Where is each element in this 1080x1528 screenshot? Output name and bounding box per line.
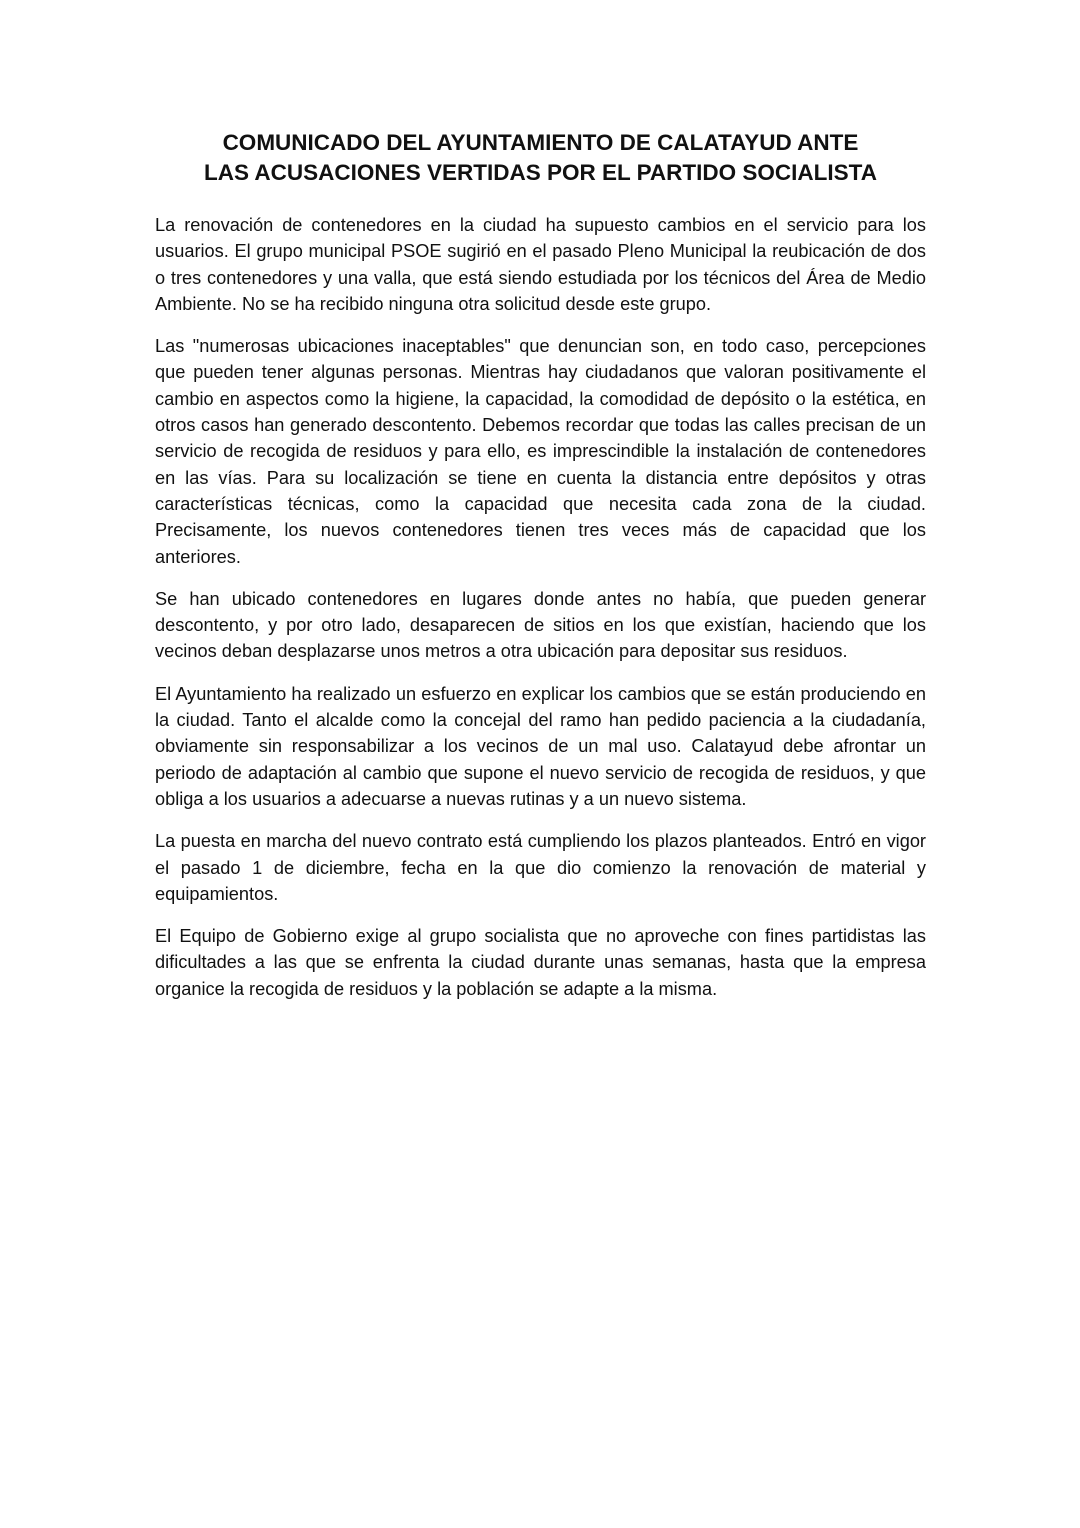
document-body xyxy=(155,128,926,1018)
paragraph-5: La puesta en marcha del nuevo contrato está cumpliendo los plazos planteados. Entró en vigor el pasado 1 de diciembre, fecha en la que dio comienzo la renovación de material y equipamientos. xyxy=(155,831,926,904)
paragraph-1: La renovación de contenedores en la ciudad ha supuesto cambios en el servicio para los usuarios. El grupo municipal PSOE sugirió en el pasado Pleno Municipal la reubicación de dos o tres contenedores y una valla, que está siendo estudiada por los técnicos del Área de Medio Ambiente. No se ha recibido ninguna otra solicitud desde este grupo. xyxy=(155,215,926,314)
paragraph-4: El Ayuntamiento ha realizado un esfuerzo en explicar los cambios que se están produciendo en la ciudad. Tanto el alcalde como la concejal del ramo han pedido paciencia a la ciudadanía, obviamente sin responsabilizar a los vecinos de un mal uso. Calatayud debe afrontar un periodo de adaptación al cambio que supone el nuevo servicio de recogida de residuos, y que obliga a los usuarios a adecuarse a nuevas rutinas y a un nuevo sistema. xyxy=(155,683,926,809)
paragraph-2: Las "numerosas ubicaciones inaceptables" que denuncian son, en todo caso, percepciones que pueden tener algunas personas. Mientras hay ciudadanos que valoran positivamente el cambio en aspectos como la higiene, la capacidad, la comodidad de depósito o la estética, en otros casos han generado descontento. Debemos recordar que todas las calles precisan de un servicio de recogida de residuos y para ello, es imprescindible la instalación de contenedores en las vías. Para su localización se tiene en cuenta la distancia entre depósitos y otras características técnicas, como la capacidad que necesita cada zona de la ciudad. Precisamente, los nuevos contenedores tienen tres veces más de capacidad que los anteriores. xyxy=(155,336,926,567)
paragraph-6: El Equipo de Gobierno exige al grupo socialista que no aproveche con fines partidistas las dificultades a las que se enfrenta la ciudad durante unas semanas, hasta que la empresa organice la recogida de residuos y la población se adapte a la misma. xyxy=(155,926,926,999)
paragraph-3: Se han ubicado contenedores en lugares donde antes no había, que pueden generar descontento, y por otro lado, desaparecen de sitios en los que existían, haciendo que los vecinos deban desplazarse unos metros a otra ubicación para depositar sus residuos. xyxy=(155,588,926,662)
title-line-1: COMUNICADO DEL AYUNTAMIENTO DE CALATAYUD ANTE xyxy=(222,130,859,155)
title-line-2: LAS ACUSACIONES VERTIDAS POR EL PARTIDO SOCIALISTA xyxy=(204,160,877,185)
document-title xyxy=(155,128,926,188)
